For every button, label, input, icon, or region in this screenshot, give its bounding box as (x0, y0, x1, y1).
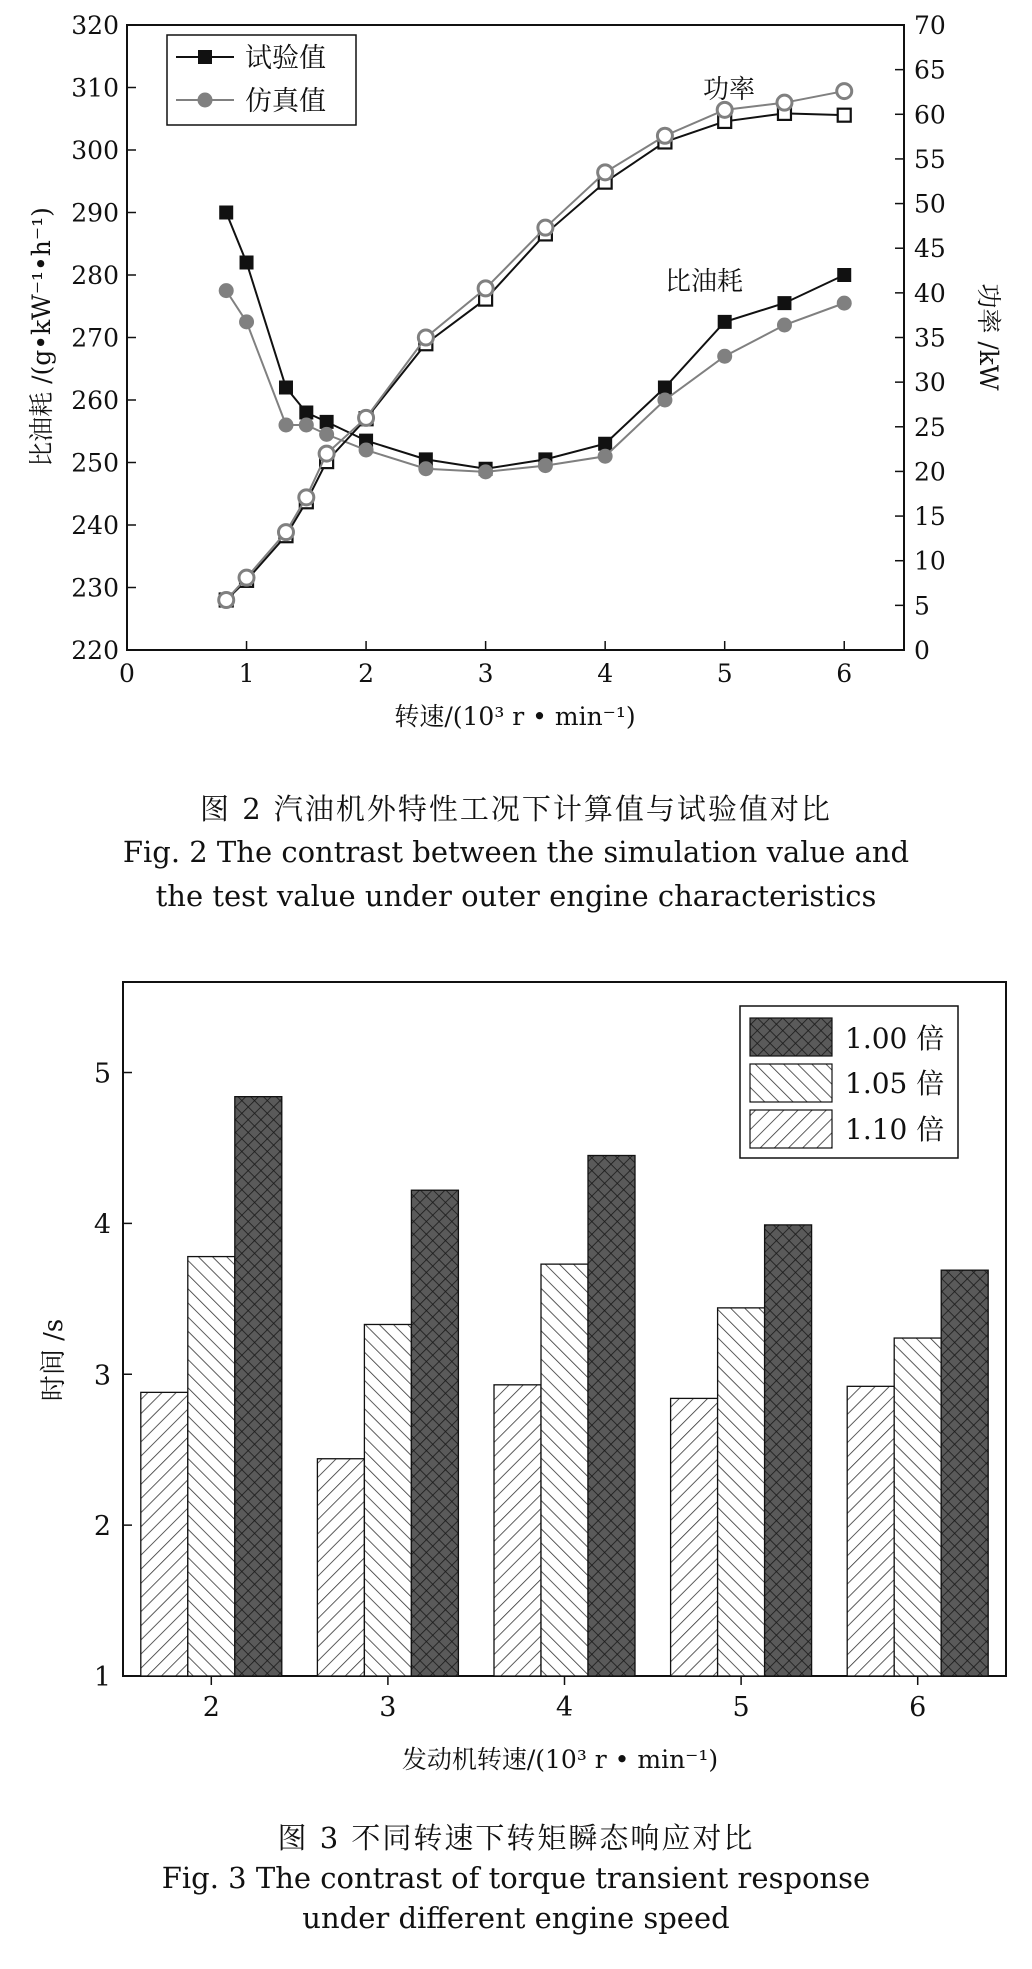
data-point (777, 296, 791, 310)
data-point (718, 315, 732, 329)
y-tick-label-left: 270 (71, 323, 119, 353)
y-tick-label: 4 (93, 1209, 111, 1241)
data-point (359, 410, 374, 425)
data-point (219, 283, 234, 298)
legend-label-test: 试验值 (245, 43, 326, 74)
data-point (219, 593, 234, 608)
data-point (657, 128, 672, 143)
bar-4-1.05 倍 (541, 1264, 588, 1676)
y-tick-label-left: 290 (71, 198, 119, 228)
y-tick-label: 5 (93, 1058, 111, 1090)
y-tick-label-right: 50 (914, 189, 946, 219)
y-tick-label-left: 280 (71, 261, 119, 290)
x-tick-label: 6 (909, 1692, 927, 1723)
data-point (837, 268, 851, 282)
bar-5-1.05 倍 (718, 1308, 765, 1676)
data-point (478, 464, 493, 479)
y-tick-label: 3 (93, 1360, 111, 1392)
data-point (359, 443, 374, 458)
bar-6-1.10 倍 (847, 1386, 894, 1676)
y-tick-label-right: 45 (914, 234, 946, 264)
y-tick-label-left: 300 (71, 136, 119, 165)
data-point (239, 570, 254, 585)
data-point (538, 458, 553, 473)
x-tick-label: 2 (358, 659, 375, 688)
data-point (239, 314, 254, 329)
data-point (299, 406, 313, 420)
y-tick-label-left: 220 (71, 636, 119, 665)
data-point (319, 427, 334, 442)
legend (167, 35, 356, 125)
annotation-fuel: 比油耗 (665, 267, 744, 297)
y-tick-label-right: 5 (914, 591, 930, 621)
y-tick-label-right: 70 (914, 11, 946, 40)
series-line-功率-试验值 (226, 113, 844, 600)
y-tick-label-right: 15 (914, 502, 946, 532)
bar-2-1.10 倍 (141, 1392, 188, 1676)
data-point (598, 437, 612, 451)
figure2-caption-cn: 图 2 汽油机外特性工况下计算值与试验值对比 (200, 792, 832, 826)
figure2-caption-en-1: Fig. 2 The contrast between the simulation value and (122, 835, 910, 869)
legend-label-110: 1.10 倍 (845, 1113, 945, 1146)
annotation-power: 功率 (703, 75, 756, 105)
data-point (837, 84, 852, 99)
figure3-caption (0, 1818, 1032, 1938)
y-tick-label-right: 35 (914, 323, 946, 353)
figure2-line-chart (0, 0, 1032, 760)
x-tick-label: 1 (238, 659, 255, 688)
series-line-功率-仿真值 (226, 91, 844, 600)
y-tick-label-right: 40 (914, 278, 946, 308)
bar-5-1.00 倍 (765, 1225, 812, 1676)
figure3-caption-en-2: under different engine speed (302, 1901, 730, 1935)
figure2-caption-en-2: the test value under outer engine characteristics (155, 879, 877, 913)
y-tick-label: 1 (93, 1662, 111, 1693)
y-tick-label-left: 240 (71, 511, 119, 540)
y-axis-title: 时间 /s (39, 1318, 69, 1402)
y-tick-label-left: 230 (71, 573, 119, 603)
data-point (299, 490, 314, 505)
x-tick-label: 6 (836, 659, 853, 688)
x-tick-label: 4 (597, 659, 614, 688)
figure3-caption-cn: 图 3 不同转速下转矩瞬态响应对比 (277, 1821, 755, 1855)
bar-2-1.00 倍 (235, 1097, 282, 1676)
series-line-比油耗-仿真值 (226, 291, 844, 472)
bar-2-1.05 倍 (188, 1257, 235, 1676)
x-axis-title: 发动机转速/(10³ r • min⁻¹) (401, 1745, 719, 1774)
y-tick-label: 2 (93, 1511, 111, 1543)
bar-4-1.00 倍 (588, 1156, 635, 1677)
x-tick-label: 5 (716, 659, 733, 688)
legend-label-105: 1.05 倍 (845, 1067, 945, 1100)
y-tick-label-right: 60 (914, 100, 946, 130)
data-point (299, 418, 314, 433)
y-tick-label-left: 250 (71, 448, 119, 478)
y-tick-label-right: 25 (914, 412, 946, 442)
x-tick-label: 5 (732, 1692, 750, 1723)
data-point (838, 109, 851, 122)
y-axis-title-right: 功率 /kW (974, 283, 1003, 391)
data-point (320, 415, 334, 429)
y-tick-label-right: 20 (914, 457, 946, 487)
legend-marker-test (198, 50, 212, 64)
y-tick-label-right: 55 (914, 144, 946, 174)
y-tick-label-left: 320 (71, 11, 119, 40)
data-point (478, 281, 493, 296)
legend (740, 1006, 958, 1158)
data-point (278, 418, 293, 433)
y-tick-label-right: 65 (914, 55, 946, 85)
bar-3-1.05 倍 (364, 1324, 411, 1676)
legend-label-100: 1.00 倍 (845, 1022, 945, 1055)
data-point (598, 449, 613, 464)
y-axis-title-left: 比油耗 /(g•kW⁻¹•h⁻¹) (27, 207, 56, 467)
data-point (658, 381, 672, 395)
x-tick-label: 0 (119, 659, 135, 688)
bar-6-1.05 倍 (894, 1338, 941, 1676)
data-point (279, 381, 293, 395)
data-point (278, 525, 293, 540)
legend-label-sim: 仿真值 (245, 86, 326, 117)
x-tick-label: 3 (379, 1692, 397, 1723)
y-tick-label-right: 10 (914, 546, 946, 576)
data-point (418, 330, 433, 345)
figure3-bar-chart (0, 960, 1032, 1790)
data-point (717, 349, 732, 364)
figure2-caption (0, 788, 1032, 918)
legend-marker-sim (198, 93, 213, 108)
legend-swatch-105 (750, 1064, 832, 1102)
data-point (219, 206, 233, 220)
y-tick-label-left: 260 (71, 386, 119, 415)
bar-3-1.10 倍 (317, 1459, 364, 1676)
y-tick-label-right: 30 (914, 368, 946, 398)
bar-5-1.10 倍 (671, 1398, 718, 1676)
data-point (837, 296, 852, 311)
x-tick-label: 3 (477, 659, 494, 688)
data-point (598, 165, 613, 180)
y-tick-label-left: 310 (71, 73, 119, 103)
data-point (777, 318, 792, 333)
bar-3-1.00 倍 (411, 1190, 458, 1676)
data-point (777, 95, 792, 110)
legend-swatch-110 (750, 1110, 832, 1148)
bar-6-1.00 倍 (941, 1270, 988, 1676)
y-tick-label-right: 0 (914, 636, 930, 665)
data-point (418, 461, 433, 476)
legend-swatch-100 (750, 1018, 832, 1056)
x-axis-title: 转速/(10³ r • min⁻¹) (394, 702, 636, 731)
data-point (657, 393, 672, 408)
data-point (538, 220, 553, 235)
x-tick-label: 2 (202, 1692, 220, 1723)
data-point (319, 446, 334, 461)
data-point (240, 256, 254, 270)
x-tick-label: 4 (555, 1692, 574, 1723)
bar-4-1.10 倍 (494, 1385, 541, 1676)
figure3-caption-en-1: Fig. 3 The contrast of torque transient response (161, 1861, 871, 1895)
